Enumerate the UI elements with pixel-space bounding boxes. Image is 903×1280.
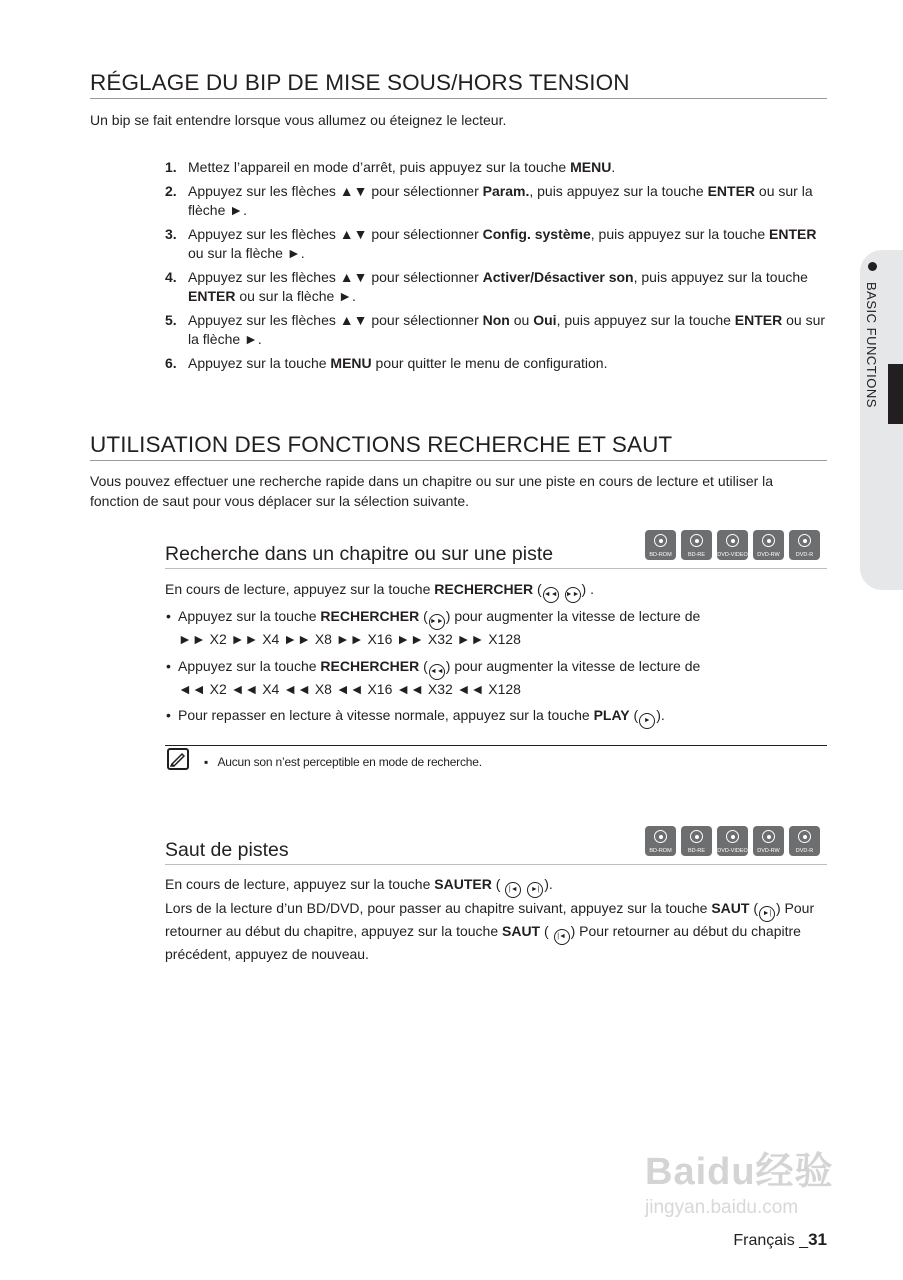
footer-language: Français _ <box>733 1232 809 1249</box>
list-item: • Appuyez sur la touche RECHERCHER ( ►► ) pour augmenter la vitesse de lecture de ►► X2 ►► X4 ►► X8 ►► X16 ►► X32 ►► X128 <box>166 608 701 647</box>
step-item: 5. Appuyez sur les flèches ▲▼ pour sélectionner Non ou Oui, puis appuyez sur la touche ENTER ou sur la flèche ►. <box>165 311 826 347</box>
dvd-video-disc-icon: DVD-VIDEO <box>717 826 748 856</box>
skip-back-icon: |◄ <box>554 929 570 945</box>
dvd-video-disc-icon: DVD-VIDEO <box>717 530 748 560</box>
side-tab-bullet <box>868 262 877 271</box>
steps-list <box>165 158 830 377</box>
disc-compat-icons-skip <box>645 826 820 856</box>
note-icon <box>167 748 189 770</box>
note-divider <box>165 745 827 746</box>
section-title-search-skip: UTILISATION DES FONCTIONS RECHERCHE ET SAUT <box>90 432 827 461</box>
dvd-rw-disc-icon: DVD-RW <box>753 826 784 856</box>
step-item: 4. Appuyez sur les flèches ▲▼ pour sélectionner Activer/Désactiver son, puis appuyez sur la touche ENTER ou sur la flèche ►. <box>165 268 808 304</box>
skip-back-icon: |◄ <box>505 882 521 898</box>
subsection-title-skip: Saut de pistes <box>165 838 827 865</box>
list-item: • Pour repasser en lecture à vitesse normale, appuyez sur la touche PLAY ( ► ). <box>165 706 765 729</box>
bd-re-disc-icon: BD-RE <box>681 826 712 856</box>
subsection-title-search: Recherche dans un chapitre ou sur une piste <box>165 542 827 569</box>
step-item: 2. Appuyez sur les flèches ▲▼ pour sélectionner Param., puis appuyez sur la touche ENTER ou sur la flèche ►. <box>165 182 813 218</box>
step-item: 6. Appuyez sur la touche MENU pour quitter le menu de configuration. <box>165 354 608 371</box>
page-footer <box>733 1230 827 1250</box>
dvd-r-disc-icon: DVD-R <box>789 826 820 856</box>
skip-forward-icon: ►| <box>527 882 543 898</box>
section-intro-search-skip: Vous pouvez effectuer une recherche rapide dans un chapitre ou sur une piste en cours de lecture et utiliser la fonction de saut pour vous déplacer sur la sélection suivante. <box>90 473 774 509</box>
step-item: 3. Appuyez sur les flèches ▲▼ pour sélectionner Config. système, puis appuyez sur la touche ENTER ou sur la flèche ►. <box>165 225 817 261</box>
page-number: 31 <box>808 1230 827 1249</box>
list-item: • Appuyez sur la touche RECHERCHER ( ◄◄ ) pour augmenter la vitesse de lecture de ◄◄ X2 ◄◄ X4 ◄◄ X8 ◄◄ X16 ◄◄ X32 ◄◄ X128 <box>166 657 701 697</box>
play-icon: ► <box>639 713 655 729</box>
bd-re-disc-icon: BD-RE <box>681 530 712 560</box>
search-instruction: En cours de lecture, appuyez sur la touche RECHERCHER ( ◄◄ ►► ) . <box>165 580 825 603</box>
search-forward-icon: ►► <box>429 614 445 630</box>
search-back-icon: ◄◄ <box>543 587 559 603</box>
search-bullets <box>165 607 765 736</box>
search-forward-icon: ►► <box>565 587 581 603</box>
skip-instruction: En cours de lecture, appuyez sur la touche SAUTER ( |◄ ►| ). <box>165 875 825 898</box>
bd-rom-disc-icon: BD-ROM <box>645 826 676 856</box>
section-title-beep: RÉGLAGE DU BIP DE MISE SOUS/HORS TENSION <box>90 70 827 99</box>
search-back-icon: ◄◄ <box>429 664 445 680</box>
skip-description: Lors de la lecture d’un BD/DVD, pour passer au chapitre suivant, appuyez sur la touche SAUT ( ►| ) Pour retourner au début du chapitre, appuyez sur la touche SAUT ( |◄ ) Pour retourner au début du chapitre précédent, appuyez de nouveau. <box>165 900 815 962</box>
dvd-r-disc-icon: DVD-R <box>789 530 820 560</box>
step-item: 1. Mettez l’appareil en mode d’arrêt, puis appuyez sur la touche MENU. <box>165 159 616 175</box>
section-intro-beep: Un bip se fait entendre lorsque vous allumez ou éteignez le lecteur. <box>90 112 507 128</box>
side-tab-label-wrap <box>860 258 886 438</box>
bd-rom-disc-icon: BD-ROM <box>645 530 676 560</box>
skip-forward-icon: ►| <box>759 906 775 922</box>
dvd-rw-disc-icon: DVD-RW <box>753 530 784 560</box>
side-tab-label: BASIC FUNCTIONS <box>864 282 879 408</box>
side-tab-marker <box>888 364 903 424</box>
disc-compat-icons-search <box>645 530 820 560</box>
watermark: Baidu经验 jingyan.baidu.com <box>645 1151 834 1218</box>
note-text: ▪ Aucun son n’est perceptible en mode de recherche. <box>204 755 482 769</box>
